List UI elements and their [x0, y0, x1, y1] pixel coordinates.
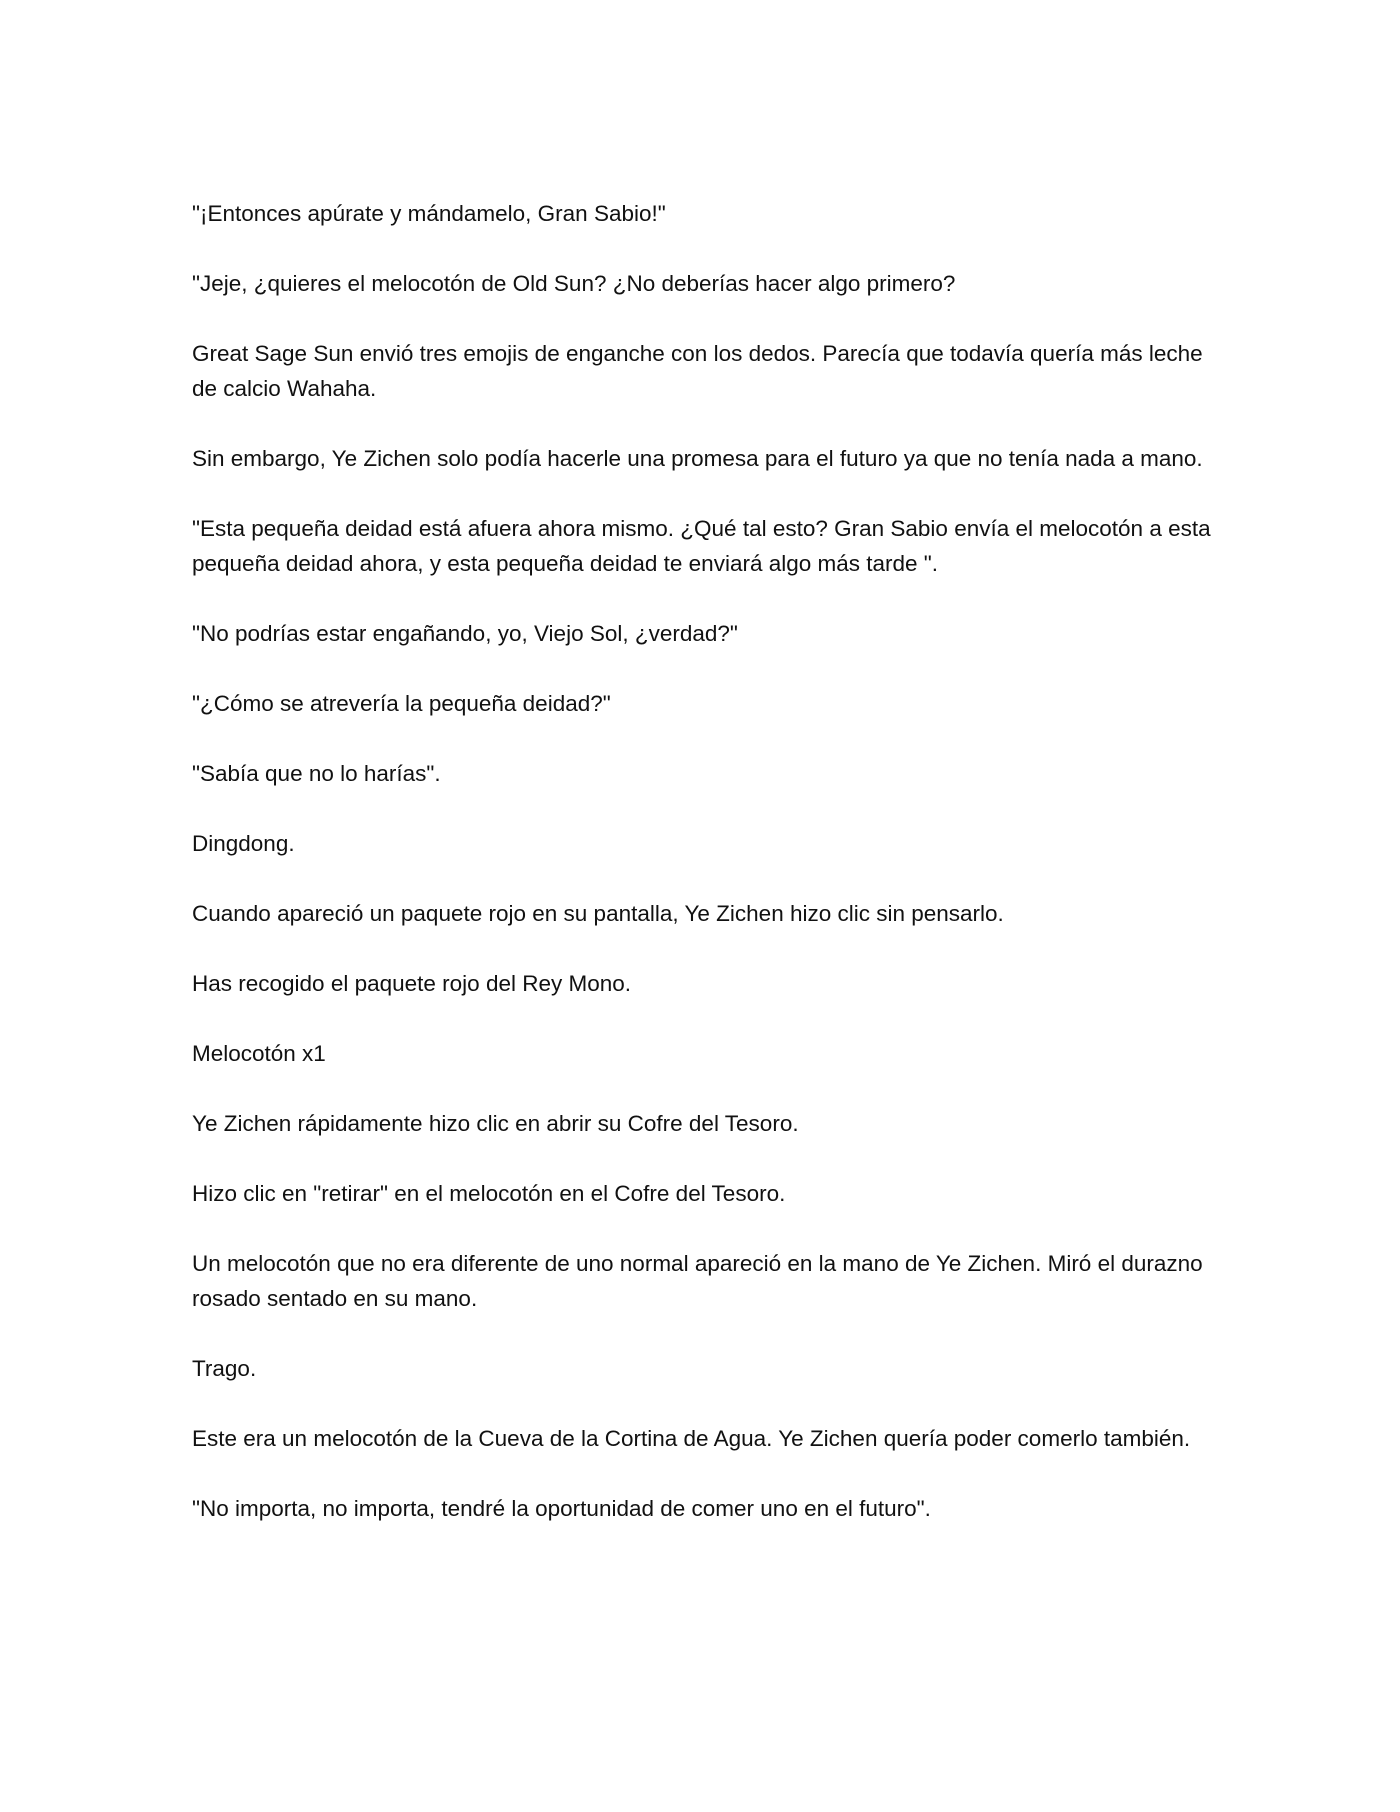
paragraph: Dingdong.	[192, 831, 295, 856]
paragraph: "¡Entonces apúrate y mándamelo, Gran Sabio!"	[192, 201, 666, 226]
paragraph: Great Sage Sun envió tres emojis de enganche con los dedos. Parecía que todavía quería más leche de calcio Wahaha.	[192, 341, 1203, 401]
paragraph: Hizo clic en "retirar" en el melocotón en el Cofre del Tesoro.	[192, 1181, 786, 1206]
paragraph: "¿Cómo se atrevería la pequeña deidad?"	[192, 691, 611, 716]
paragraph: "Jeje, ¿quieres el melocotón de Old Sun? ¿No deberías hacer algo primero?	[192, 271, 956, 296]
paragraph: Cuando apareció un paquete rojo en su pantalla, Ye Zichen hizo clic sin pensarlo.	[192, 901, 1004, 926]
paragraph: "Esta pequeña deidad está afuera ahora mismo. ¿Qué tal esto? Gran Sabio envía el melocotón a esta pequeña deidad ahora, y esta pequeña deidad te enviará algo más tarde ".	[192, 516, 1211, 576]
paragraph: Un melocotón que no era diferente de uno normal apareció en la mano de Ye Zichen. Miró el durazno rosado sentado en su mano.	[192, 1251, 1203, 1311]
document-body	[192, 196, 1212, 1561]
paragraph: Ye Zichen rápidamente hizo clic en abrir su Cofre del Tesoro.	[192, 1111, 799, 1136]
paragraph: Melocotón x1	[192, 1041, 326, 1066]
paragraph: Trago.	[192, 1356, 257, 1381]
paragraph: Este era un melocotón de la Cueva de la Cortina de Agua. Ye Zichen quería poder comerlo también.	[192, 1426, 1191, 1451]
paragraph: "No podrías estar engañando, yo, Viejo Sol, ¿verdad?"	[192, 621, 738, 646]
paragraph: Has recogido el paquete rojo del Rey Mono.	[192, 971, 632, 996]
paragraph: "No importa, no importa, tendré la oportunidad de comer uno en el futuro".	[192, 1496, 931, 1521]
paragraph: "Sabía que no lo harías".	[192, 761, 441, 786]
paragraph: Sin embargo, Ye Zichen solo podía hacerle una promesa para el futuro ya que no tenía nada a mano.	[192, 446, 1203, 471]
